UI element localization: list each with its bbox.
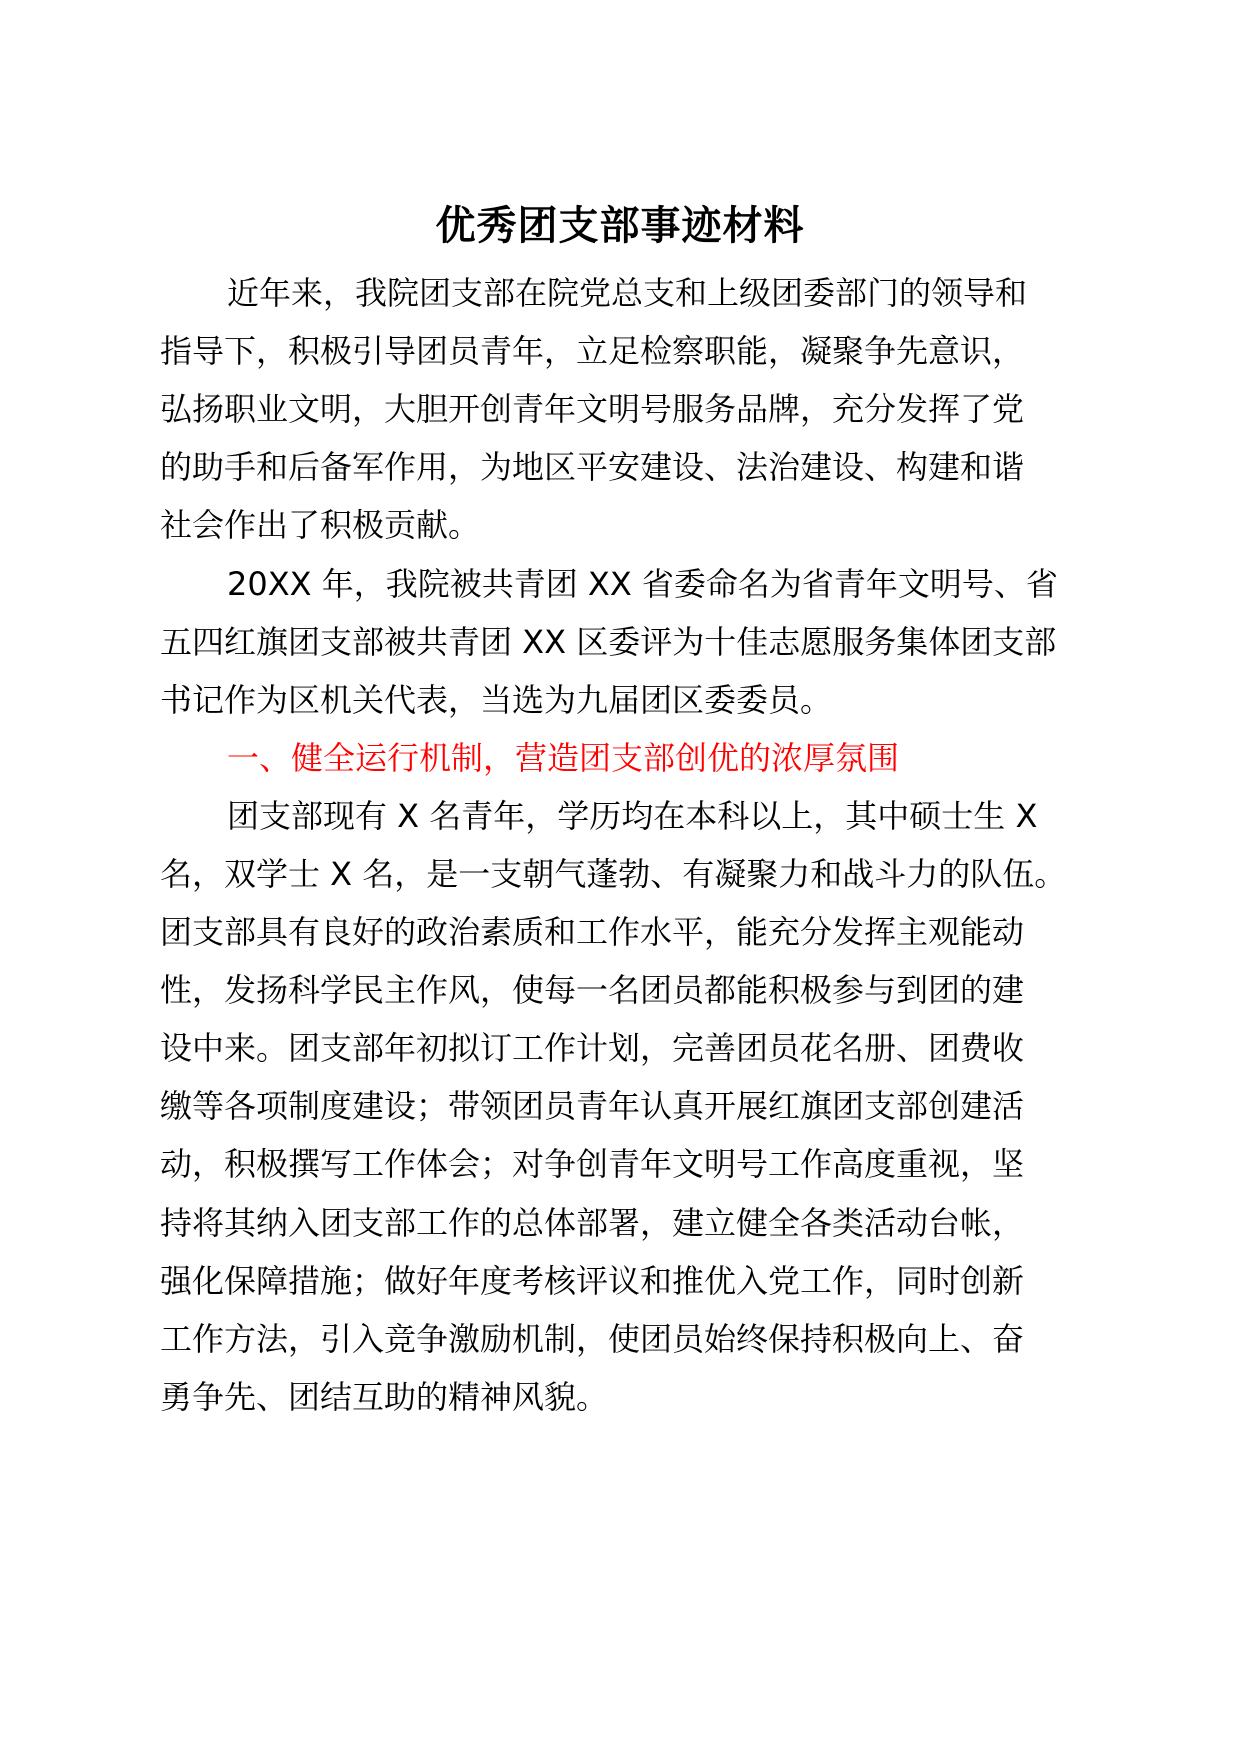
paragraph-3-line-1: 团支部现有 X 名青年，学历均在本科以上，其中硕士生 X <box>227 797 1038 835</box>
paragraph-3-line-6: 缴等各项制度建设；带领团员青年认真开展红旗团支部创建活 <box>160 1087 1025 1125</box>
paragraph-3-line-3: 团支部具有良好的政治素质和工作水平，能充分发挥主观能动 <box>160 913 1025 951</box>
paragraph-1-line-3: 弘扬职业文明，大胆开创青年文明号服务品牌，充分发挥了党 <box>160 390 1025 428</box>
paragraph-1-line-1: 近年来，我院团支部在院党总支和上级团委部门的领导和 <box>227 274 1028 312</box>
section-heading-1: 一、健全运行机制，营造团支部创优的浓厚氛围 <box>227 739 900 777</box>
paragraph-3-line-11: 勇争先、团结互助的精神风貌。 <box>160 1378 609 1416</box>
paragraph-2-line-3: 书记作为区机关代表，当选为九届团区委委员。 <box>160 681 833 719</box>
paragraph-2-line-1: 20XX 年，我院被共青团 XX 省委命名为省青年文明号、省 <box>227 565 1058 603</box>
paragraph-3-line-10: 工作方法，引入竞争激励机制，使团员始终保持积极向上、奋 <box>160 1320 1025 1358</box>
paragraph-1-line-2: 指导下，积极引导团员青年，立足检察职能，凝聚争先意识， <box>160 332 1025 370</box>
paragraph-3-line-9: 强化保障措施；做好年度考核评议和推优入党工作，同时创新 <box>160 1262 1025 1300</box>
document-title: 优秀团支部事迹材料 <box>435 203 805 249</box>
paragraph-2-line-2: 五四红旗团支部被共青团 XX 区委评为十佳志愿服务集体团支部 <box>160 623 1057 661</box>
paragraph-1-line-5: 社会作出了积极贡献。 <box>160 506 481 544</box>
paragraph-1-line-4: 的助手和后备军作用，为地区平安建设、法治建设、构建和谐 <box>160 448 1025 486</box>
paragraph-3-line-5: 设中来。团支部年初拟订工作计划，完善团员花名册、团费收 <box>160 1029 1025 1067</box>
paragraph-3-line-8: 持将其纳入团支部工作的总体部署，建立健全各类活动台帐， <box>160 1204 1025 1242</box>
paragraph-3-line-4: 性，发扬科学民主作风，使每一名团员都能积极参与到团的建 <box>160 971 1025 1009</box>
paragraph-3-line-2: 名，双学士 X 名，是一支朝气蓬勃、有凝聚力和战斗力的队伍。 <box>160 855 1067 893</box>
paragraph-3-line-7: 动，积极撰写工作体会；对争创青年文明号工作高度重视，坚 <box>160 1145 1025 1183</box>
